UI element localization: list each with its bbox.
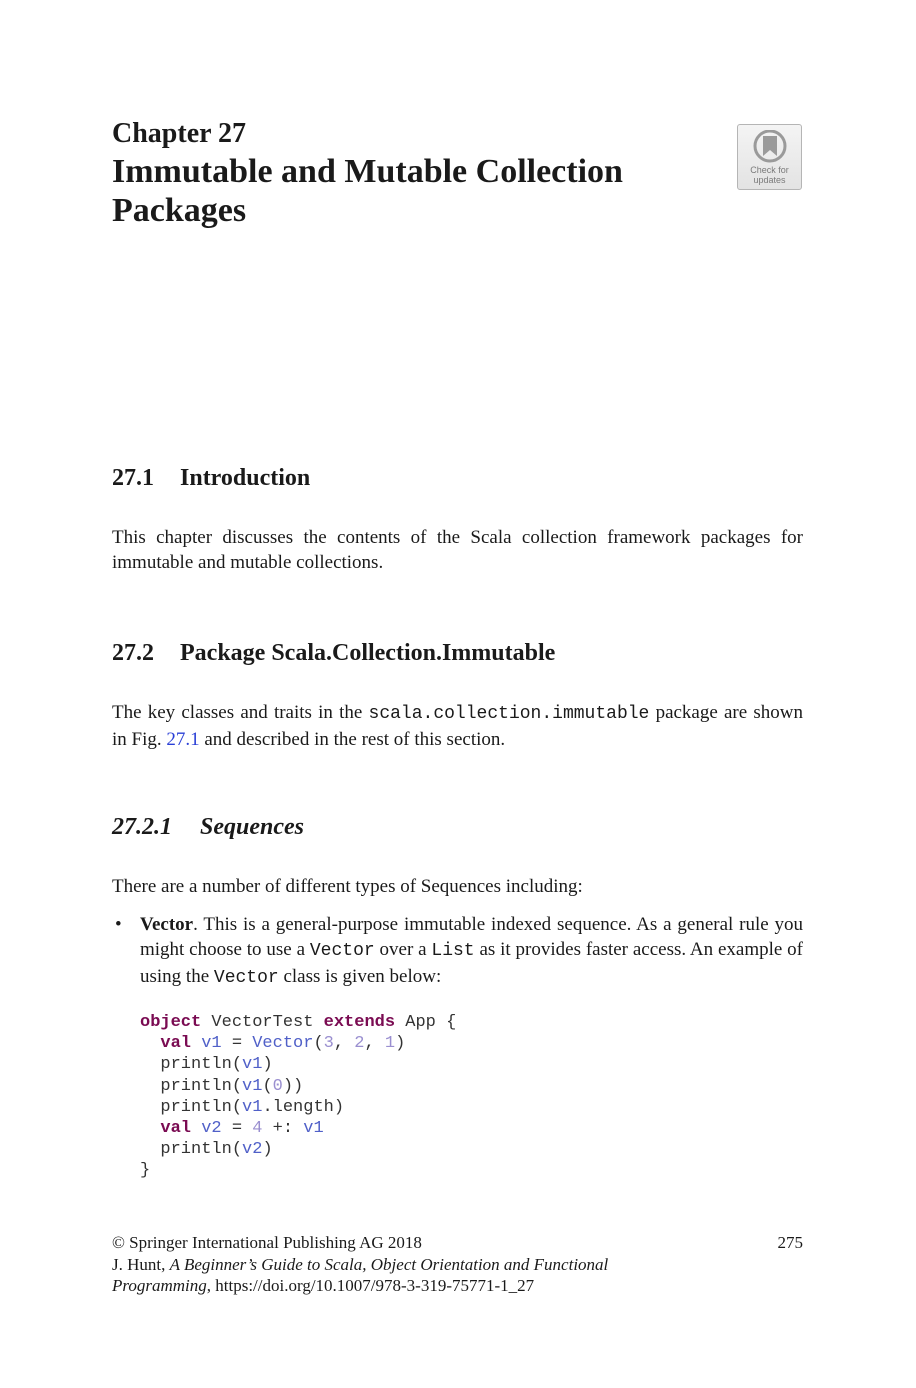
code-text: ) bbox=[262, 1140, 273, 1160]
code-text: ) bbox=[262, 1055, 273, 1075]
intro-paragraph: This chapter discusses the contents of the Scala collection framework packages for immutable and mutable collections. bbox=[112, 527, 803, 573]
code-variable: v2 bbox=[201, 1119, 222, 1139]
code-keyword: extends bbox=[323, 1013, 396, 1032]
code-text: App { bbox=[395, 1013, 457, 1032]
section-heading-introduction bbox=[112, 464, 310, 492]
bookmark-ribbon-icon bbox=[752, 130, 788, 164]
code-keyword: val bbox=[160, 1119, 192, 1139]
code-keyword: object bbox=[140, 1013, 202, 1032]
subsection-title: Sequences bbox=[200, 814, 304, 840]
page-number: 275 bbox=[777, 1233, 803, 1252]
inline-code: Vector bbox=[213, 968, 279, 988]
code-text: +: bbox=[262, 1119, 304, 1139]
section-number: 27.1 bbox=[112, 465, 154, 491]
code-variable: v1 bbox=[242, 1076, 263, 1096]
book-title: Programming bbox=[112, 1276, 207, 1295]
section-number: 27.2 bbox=[112, 640, 154, 666]
text-run: The key classes and traits in the bbox=[112, 702, 369, 723]
text-run: and described in the rest of this section. bbox=[199, 729, 506, 750]
immutable-paragraph bbox=[112, 700, 803, 752]
code-text: .length) bbox=[262, 1097, 345, 1117]
inline-code: scala.collection.immutable bbox=[368, 704, 650, 724]
code-text: println( bbox=[160, 1055, 243, 1075]
section-title: Introduction bbox=[180, 465, 311, 491]
code-text: println( bbox=[160, 1097, 243, 1117]
code-text: VectorTest bbox=[201, 1013, 324, 1032]
code-variable: v1 bbox=[201, 1034, 222, 1054]
check-for-updates-badge[interactable] bbox=[737, 124, 802, 190]
code-text: println( bbox=[160, 1076, 243, 1096]
author: J. Hunt, bbox=[112, 1254, 170, 1274]
inline-code: Vector bbox=[309, 941, 375, 961]
text-run: package are shown in Fig. bbox=[112, 702, 803, 750]
code-variable: v1 bbox=[303, 1119, 324, 1139]
badge-text bbox=[738, 165, 801, 185]
subsection-heading-sequences bbox=[112, 813, 304, 841]
code-text: )) bbox=[282, 1076, 304, 1096]
vector-bullet-item bbox=[140, 912, 803, 991]
copyright-line: © Springer International Publishing AG 2018 bbox=[112, 1233, 422, 1252]
text-run: class is given below: bbox=[278, 966, 442, 987]
code-variable: v1 bbox=[242, 1097, 263, 1117]
badge-text-line1: Check for bbox=[750, 165, 789, 175]
text-run: . This is a general-purpose immutable indexed sequence. As a general rule you might choose to use a bbox=[140, 914, 803, 960]
chapter-label: Chapter 27 bbox=[112, 118, 247, 149]
code-listing: object VectorTest extends App { val v1 = Vector(3, 2, 1) println(v1) println(v1(0)) println(v1.length) val v2 = 4 +: v1 println(v2) } bbox=[140, 1013, 457, 1181]
bullet-term: Vector bbox=[140, 914, 194, 935]
code-text: println( bbox=[160, 1140, 243, 1160]
footer bbox=[112, 1232, 803, 1297]
chapter-title bbox=[112, 152, 672, 230]
section-title: Package Scala.Collection.Immutable bbox=[180, 640, 556, 666]
text-run: over a bbox=[374, 939, 432, 960]
code-text: } bbox=[140, 1161, 151, 1181]
chapter-title-line2: Packages bbox=[112, 192, 247, 229]
code-text: = bbox=[221, 1034, 253, 1054]
sequences-intro: There are a number of different types of Sequences including: bbox=[112, 876, 583, 897]
text-run: as it provides faster access. An example of using the bbox=[140, 939, 804, 987]
code-text: ( bbox=[313, 1034, 324, 1054]
code-variable: v1 bbox=[242, 1055, 263, 1075]
bullet-marker: • bbox=[115, 914, 122, 935]
inline-code: List bbox=[431, 941, 475, 961]
figure-link[interactable]: 27.1 bbox=[166, 729, 200, 750]
chapter-title-line1: Immutable and Mutable Collection bbox=[112, 153, 623, 190]
code-literal: 1 bbox=[384, 1034, 396, 1054]
citation-line2 bbox=[112, 1275, 803, 1297]
book-title: A Beginner’s Guide to Scala, Object Orientation and Functional bbox=[169, 1254, 609, 1274]
code-literal: 0 bbox=[272, 1076, 283, 1096]
code-text: ( bbox=[262, 1076, 273, 1096]
code-variable: v2 bbox=[242, 1140, 263, 1160]
citation-line1 bbox=[112, 1254, 803, 1276]
code-literal: 4 bbox=[252, 1119, 263, 1139]
badge-text-line2: updates bbox=[753, 175, 786, 185]
code-keyword: val bbox=[160, 1034, 192, 1054]
code-literal: 3 bbox=[323, 1034, 334, 1054]
section-heading-immutable bbox=[112, 639, 555, 667]
doi-link[interactable]: , https://doi.org/10.1007/978-3-319-75771-1_27 bbox=[206, 1276, 535, 1295]
subsection-number: 27.2.1 bbox=[112, 814, 172, 840]
code-literal: 2 bbox=[354, 1034, 365, 1054]
code-text: = bbox=[221, 1119, 253, 1139]
code-constructor: Vector bbox=[252, 1034, 314, 1054]
code-text: ) bbox=[395, 1034, 406, 1054]
